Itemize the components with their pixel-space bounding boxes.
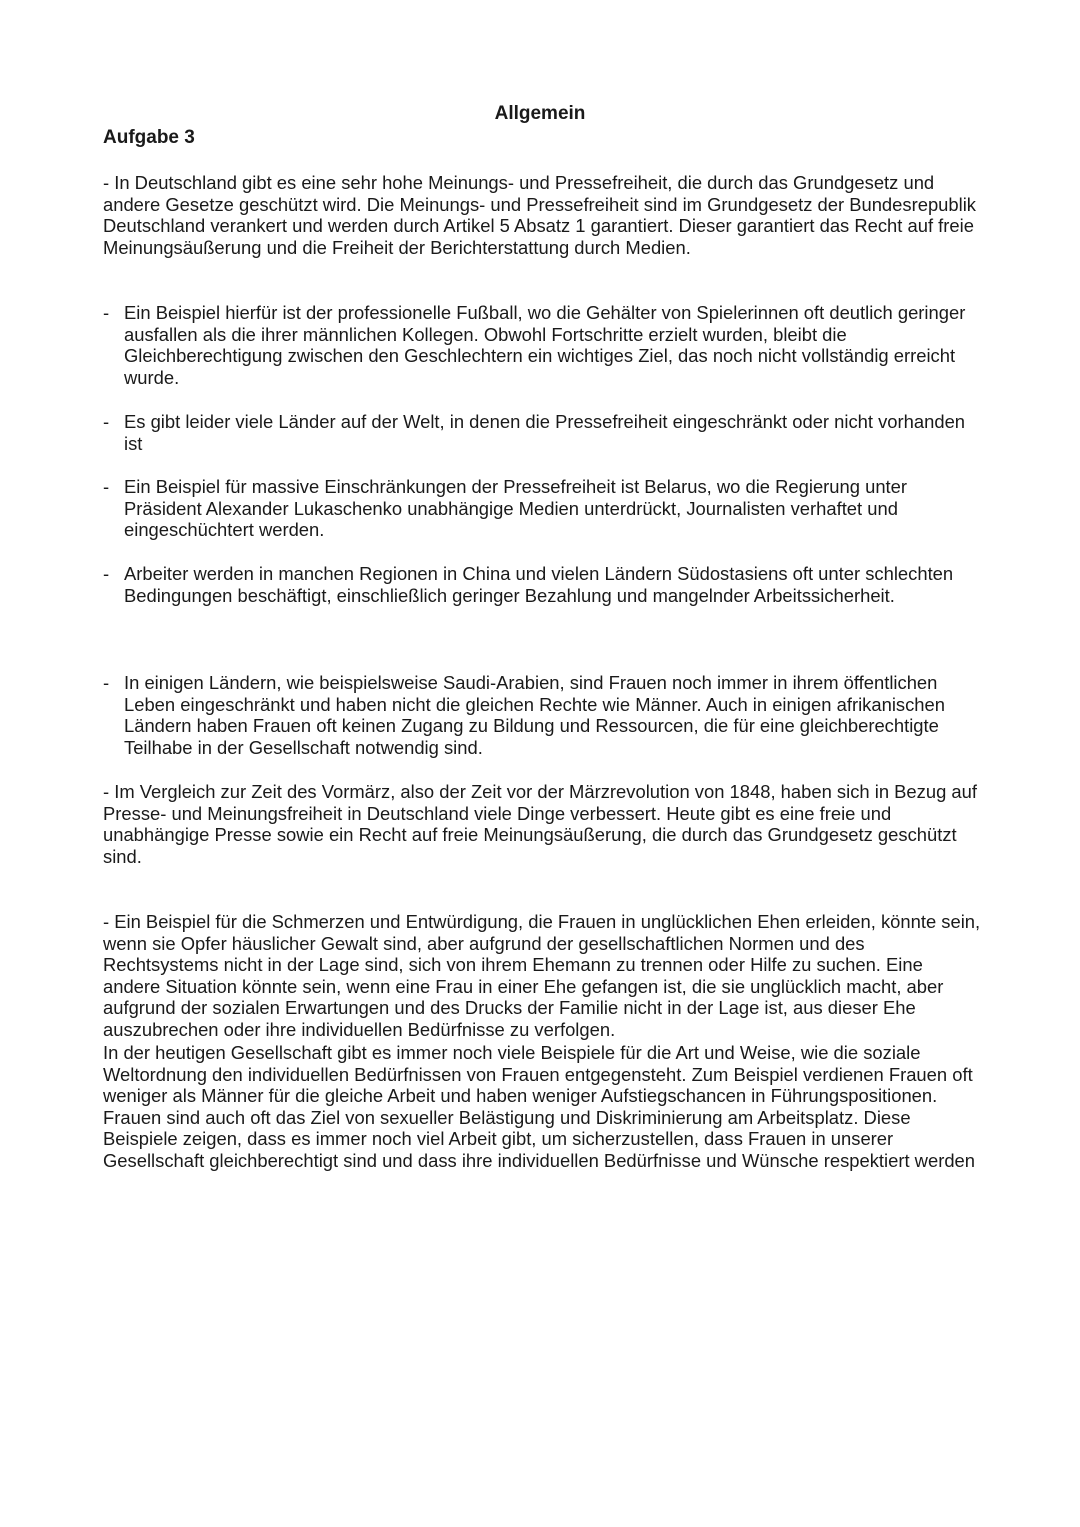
bullet-text: Es gibt leider viele Länder auf der Welt, in denen die Pressefreiheit eingeschränkt oder nicht vorhanden ist [124, 411, 966, 454]
paragraph-press-freedom-germany: - In Deutschland gibt es eine sehr hohe Meinungs- und Pressefreiheit, die durch das Grundgesetz und andere Gesetze geschützt wird. Die Meinungs- und Pressefreiheit sind im Grundgesetz der Bundesrepublik Deutschland verankert und werden durch Artikel 5 Absatz 1 garantiert. Dieser garantiert das Recht auf freie Meinungsäußerung und die Freiheit der Berichterstattung durch Medien. [103, 172, 976, 258]
bullet-dash: - [103, 672, 110, 693]
bullet-dash: - [103, 302, 110, 323]
bullet-women-rights [103, 672, 983, 758]
bullet-dash: - [103, 476, 110, 497]
page-heading: Allgemein [494, 103, 586, 124]
bullet-dash: - [103, 563, 110, 584]
bullet-football [103, 302, 983, 388]
bullet-restricted-countries [103, 411, 983, 454]
bullet-text: Ein Beispiel hierfür ist der professionelle Fußball, wo die Gehälter von Spielerinnen oft deutlich geringer ausfallen als die ihrer männlichen Kollegen. Obwohl Fortschritte erzielt wurden, bleibt die Gleichberechtigung zwischen den Geschlechtern ein wichtiges Ziel, das noch nicht vollständig erreicht wurde. [124, 302, 966, 388]
bullet-text: In einigen Ländern, wie beispielsweise Saudi-Arabien, sind Frauen noch immer in ihrem öffentlichen Leben eingeschränkt und haben nicht die gleichen Rechte wie Männer. Auch in einigen afrikanischen Ländern haben Frauen oft keinen Zugang zu Bildung und Ressourcen, die für eine gleichberechtigte Teilhabe in der Gesellschaft notwendig sind. [124, 672, 945, 758]
task-heading: Aufgabe 3 [103, 127, 195, 148]
bullet-workers-asia [103, 563, 983, 606]
bullet-dash: - [103, 411, 110, 432]
paragraph-modern-society: In der heutigen Gesellschaft gibt es immer noch viele Beispiele für die Art und Weise, wie die soziale Weltordnung den individuellen Bedürfnissen von Frauen entgegensteht. Zum Beispiel verdienen Frauen oft weniger als Männer für die gleiche Arbeit und haben weniger Aufstiegschancen in Führungspositionen. Frauen sind auch oft das Ziel von sexueller Belästigung und Diskriminierung am Arbeitsplatz. Diese Beispiele zeigen, dass es immer noch viel Arbeit gibt, um sicherzustellen, dass Frauen in unserer Gesellschaft gleichberechtigt sind und dass ihre individuellen Bedürfnisse und Wünsche respektiert werden [103, 1042, 976, 1171]
bullet-text: Ein Beispiel für massive Einschränkungen der Pressefreiheit ist Belarus, wo die Regierung unter Präsident Alexander Lukaschenko unabhängige Medien unterdrückt, Journalisten verhaftet und eingeschüchtert werden. [124, 476, 908, 541]
bullet-text: Arbeiter werden in manchen Regionen in China und vielen Ländern Südostasiens oft unter schlechten Bedingungen beschäftigt, einschließlich geringer Bezahlung und mangelnder Arbeitssicherheit. [124, 563, 954, 606]
bullet-belarus [103, 476, 983, 541]
paragraph-unhappy-marriages: - Ein Beispiel für die Schmerzen und Entwürdigung, die Frauen in unglücklichen Ehen erleiden, könnte sein, wenn sie Opfer häuslicher Gewalt sind, aber aufgrund der gesellschaftlichen Normen und des Rechtsystems nicht in der Lage sind, sich von ihrem Ehemann zu trennen oder Hilfe zu suchen. Eine andere Situation könnte sein, wenn eine Frau in einer Ehe gefangen ist, die sie unglücklich macht, aber aufgrund der sozialen Erwartungen und des Drucks der Familie nicht in der Lage ist, aus dieser Ehe auszubrechen oder ihre individuellen Bedürfnisse zu verfolgen. [103, 911, 981, 1040]
paragraph-vormaerz: - Im Vergleich zur Zeit des Vormärz, also der Zeit vor der Märzrevolution von 1848, haben sich in Bezug auf Presse- und Meinungsfreiheit in Deutschland viele Dinge verbessert. Heute gibt es eine freie und unabhängige Presse sowie ein Recht auf freie Meinungsäußerung, die durch das Grundgesetz geschützt sind. [103, 781, 977, 867]
